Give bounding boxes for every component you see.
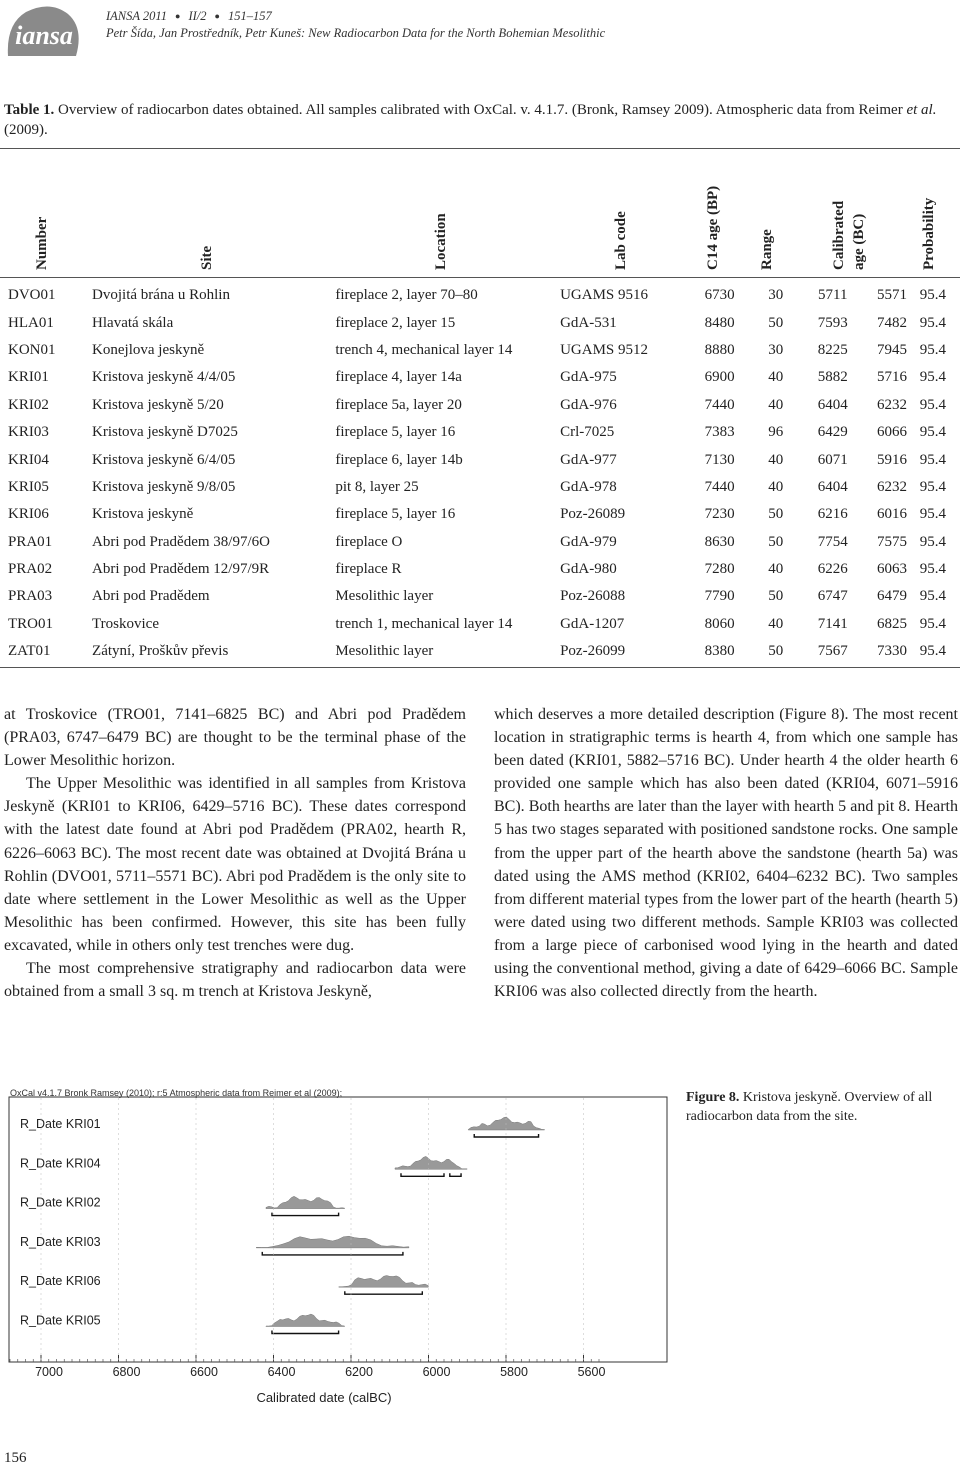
cell-location: fireplace 5a, layer 20	[335, 396, 462, 413]
oxcal-header: OxCal v4.1.7 Bronk Ramsey (2010); r:5 Atmospheric data from Reimer et al (2009);	[10, 1088, 343, 1098]
cell-lab-code: Poz-26099	[560, 643, 626, 660]
cell-calibrated-to: 6479	[877, 588, 908, 605]
x-tick-label: 6600	[190, 1365, 218, 1379]
cell-c14-age: 7280	[704, 561, 735, 578]
cell-site: Kristova jeskyně 6/4/05	[92, 451, 236, 468]
cell-number: PRA03	[8, 588, 53, 605]
cell-number: KRI02	[8, 396, 49, 413]
series-label: R_Date KRI03	[20, 1234, 101, 1249]
cell-range: 50	[768, 643, 784, 660]
cell-lab-code: Poz-26089	[560, 506, 626, 523]
range-95-bar	[345, 1291, 423, 1294]
probability-distribution	[256, 1236, 409, 1248]
cell-location: Mesolithic layer	[335, 643, 434, 660]
series-label: R_Date KRI06	[20, 1274, 101, 1289]
x-tick-label: 6400	[267, 1365, 296, 1379]
cell-calibrated-from: 6404	[817, 478, 848, 495]
oxcal-figure	[8, 1086, 668, 1408]
cell-calibrated-from: 7754	[817, 533, 848, 550]
cell-location: fireplace 2, layer 70–80	[335, 287, 478, 304]
cell-lab-code: UGAMS 9516	[560, 287, 649, 304]
cell-lab-code: Poz-26088	[560, 588, 626, 605]
cell-c14-age: 7440	[704, 478, 735, 495]
cell-range: 50	[768, 506, 784, 523]
x-axis-label: Calibrated date (calBC)	[256, 1390, 392, 1405]
right-column-text	[494, 703, 958, 1003]
cell-site: Dvojitá brána u Rohlin	[92, 287, 230, 304]
probability-distribution	[339, 1276, 429, 1288]
table-row	[0, 501, 960, 528]
probability-distribution	[266, 1314, 345, 1326]
cell-range: 30	[768, 341, 784, 358]
table-header-rule	[0, 277, 960, 278]
col-header-c14-age: C14 age (BP)	[705, 185, 721, 270]
range-95-bar	[401, 1173, 444, 1176]
page-number: 156	[4, 1450, 27, 1466]
logo-text: iansa	[15, 21, 73, 50]
cell-c14-age: 8630	[704, 533, 735, 550]
table-row	[0, 392, 960, 419]
cell-range: 50	[768, 314, 784, 331]
cell-range: 96	[768, 424, 784, 441]
x-tick-label: 5600	[577, 1365, 606, 1379]
table-row	[0, 446, 960, 473]
table-row	[0, 556, 960, 583]
cell-probability: 95.4	[919, 451, 946, 468]
col-header-lab-code: Lab code	[613, 211, 629, 270]
cell-number: PRA02	[8, 561, 53, 578]
cell-probability: 95.4	[919, 287, 946, 304]
cell-site: Kristova jeskyně	[92, 506, 194, 523]
cell-location: fireplace 2, layer 15	[335, 314, 456, 331]
probability-distribution	[468, 1117, 544, 1130]
range-95-bar	[262, 1252, 403, 1255]
cell-range: 40	[768, 561, 784, 578]
cell-range: 30	[768, 287, 784, 304]
x-tick-label: 6200	[345, 1365, 373, 1379]
cell-number: TRO01	[8, 615, 53, 632]
cell-site: Konejlova jeskyně	[92, 341, 205, 358]
cell-site: Abri pod Pradědem	[92, 588, 210, 605]
series-r-date-kri01	[20, 1117, 545, 1137]
cell-calibrated-to: 6063	[877, 561, 908, 578]
cell-site: Kristova jeskyně 4/4/05	[92, 369, 236, 386]
series-r-date-kri05	[20, 1314, 345, 1334]
cell-calibrated-to: 5916	[877, 451, 908, 468]
x-tick-label: 7000	[35, 1365, 63, 1379]
cell-location: trench 1, mechanical layer 14	[335, 615, 513, 632]
x-tick-label: 6000	[422, 1365, 451, 1379]
cell-calibrated-to: 5571	[877, 287, 908, 304]
table-row	[0, 529, 960, 556]
table-row	[0, 638, 960, 665]
cell-site: Zátyní, Proškův převis	[92, 643, 229, 660]
cell-location: fireplace 6, layer 14b	[335, 451, 463, 468]
figure-caption-text: Kristova jeskyně. Overview of all radiocarbon data from the site.	[686, 1090, 933, 1124]
probability-distribution	[395, 1156, 467, 1169]
cell-probability: 95.4	[919, 314, 946, 331]
table-bottom-rule	[0, 667, 960, 668]
cell-number: HLA01	[8, 314, 54, 331]
series-label: R_Date KRI04	[20, 1156, 101, 1171]
cell-range: 40	[768, 451, 784, 468]
cell-calibrated-from: 7567	[817, 643, 848, 660]
cell-number: KRI03	[8, 424, 49, 441]
cell-lab-code: Crl-7025	[560, 424, 615, 441]
cell-probability: 95.4	[919, 424, 946, 441]
cell-probability: 95.4	[919, 615, 946, 632]
table-caption	[4, 100, 954, 140]
bullet-icon: ●	[175, 11, 181, 21]
table-row	[0, 364, 960, 391]
cell-calibrated-from: 6404	[817, 396, 848, 413]
cell-c14-age: 8480	[704, 314, 735, 331]
cell-location: fireplace R	[335, 561, 402, 578]
cell-location: fireplace 5, layer 16	[335, 424, 456, 441]
figure-label: Figure 8.	[686, 1090, 740, 1105]
table-row	[0, 309, 960, 336]
cell-probability: 95.4	[919, 506, 946, 523]
cell-calibrated-to: 7482	[877, 314, 908, 331]
cell-c14-age: 7440	[704, 396, 735, 413]
cell-site: Abri pod Pradědem 38/97/6O	[92, 533, 270, 550]
cell-calibrated-to: 6232	[877, 396, 908, 413]
cell-calibrated-from: 7141	[817, 615, 848, 632]
cell-calibrated-to: 7575	[877, 533, 908, 550]
cell-c14-age: 8880	[704, 341, 735, 358]
caption-end: (2009).	[4, 122, 48, 138]
cell-number: KRI06	[8, 506, 49, 523]
cell-location: fireplace O	[335, 533, 403, 550]
cell-lab-code: GdA-975	[560, 369, 617, 386]
cell-lab-code: GdA-979	[560, 533, 617, 550]
cell-c14-age: 7130	[704, 451, 735, 468]
caption-italic: et al.	[906, 102, 937, 118]
paragraph: at Troskovice (TRO01, 7141–6825 BC) and Abri pod Pradědem (PRA03, 6747–6479 BC) are thought to be the terminal phase of the Lower Mesolithic horizon.	[4, 706, 466, 770]
cell-location: pit 8, layer 25	[335, 478, 419, 495]
authors-title: Petr Šída, Jan Prostředník, Petr Kuneš: New Radiocarbon Data for the North Bohemian Mesolithic	[106, 26, 606, 40]
cell-probability: 95.4	[919, 643, 946, 660]
cell-calibrated-to: 6232	[877, 478, 908, 495]
left-column-text	[4, 703, 466, 1003]
range-95-bar	[272, 1331, 339, 1334]
cell-range: 40	[768, 615, 784, 632]
journal-name: IANSA 2011	[106, 9, 167, 23]
cell-number: DVO01	[8, 287, 56, 304]
series-r-date-kri06	[20, 1274, 428, 1294]
col-header-range: Range	[759, 229, 775, 270]
col-header-location: Location	[433, 213, 449, 270]
cell-number: KRI05	[8, 478, 49, 495]
running-header	[106, 8, 605, 41]
cell-calibrated-to: 6825	[877, 615, 908, 632]
plot-frame	[9, 1097, 667, 1362]
cell-probability: 95.4	[919, 396, 946, 413]
cell-probability: 95.4	[919, 341, 946, 358]
cell-location: trench 4, mechanical layer 14	[335, 341, 513, 358]
series-r-date-kri04	[20, 1156, 467, 1176]
cell-range: 40	[768, 396, 784, 413]
cell-c14-age: 8060	[704, 615, 735, 632]
table-row	[0, 419, 960, 446]
cell-location: fireplace 5, layer 16	[335, 506, 456, 523]
cell-calibrated-from: 5882	[817, 369, 848, 386]
col-header-number: Number	[34, 216, 50, 270]
x-tick-label: 6800	[112, 1365, 141, 1379]
cell-site: Troskovice	[92, 615, 159, 632]
paragraph: The most comprehensive stratigraphy and radiocarbon data were obtained from a small 3 sq. m trench at Kristova Jeskyně,	[4, 960, 466, 1001]
cell-calibrated-from: 6429	[817, 424, 848, 441]
cell-site: Kristova jeskyně 5/20	[92, 396, 224, 413]
series-label: R_Date KRI01	[20, 1117, 101, 1131]
table-row	[0, 611, 960, 638]
figure-caption	[686, 1088, 956, 1126]
cell-calibrated-from: 6747	[817, 588, 848, 605]
cell-calibrated-from: 5711	[818, 287, 848, 304]
cell-calibrated-to: 6016	[877, 506, 908, 523]
cell-site: Hlavatá skála	[92, 314, 174, 331]
cell-location: fireplace 4, layer 14a	[335, 369, 462, 386]
iansa-logo	[4, 4, 84, 58]
series-r-date-kri03	[20, 1235, 409, 1255]
cell-site: Kristova jeskyně D7025	[92, 424, 238, 441]
cell-location: Mesolithic layer	[335, 588, 434, 605]
range-95-bar	[450, 1173, 461, 1176]
col-header-probability: Probability	[921, 197, 937, 270]
series-label: R_Date KRI05	[20, 1313, 101, 1328]
col-header-calibrated-line2: age (BC)	[851, 213, 867, 270]
caption-text: Overview of radiocarbon dates obtained. All samples calibrated with OxCal. v. 4.1.7. (Bronk, Ramsey 2009). Atmospheric data from Reimer	[54, 102, 907, 118]
range-95-bar	[272, 1213, 339, 1216]
cell-number: KRI04	[8, 451, 49, 468]
table-row	[0, 474, 960, 501]
cell-calibrated-from: 6226	[817, 561, 848, 578]
cell-probability: 95.4	[919, 369, 946, 386]
table-top-rule	[0, 148, 960, 149]
journal-pages: 151–157	[227, 9, 272, 23]
cell-calibrated-to: 7945	[877, 341, 908, 358]
cell-number: ZAT01	[8, 643, 51, 660]
cell-c14-age: 8380	[704, 643, 735, 660]
bullet-icon: ●	[214, 11, 220, 21]
cell-number: KON01	[8, 341, 56, 358]
cell-lab-code: UGAMS 9512	[560, 341, 649, 358]
cell-lab-code: GdA-980	[560, 561, 617, 578]
cell-c14-age: 7230	[704, 506, 735, 523]
radiocarbon-table	[0, 282, 960, 665]
col-header-site: Site	[199, 245, 215, 270]
cell-c14-age: 7790	[704, 588, 735, 605]
journal-issue: II/2	[188, 9, 207, 23]
col-header-calibrated-line1: Calibrated	[831, 200, 847, 270]
cell-range: 50	[768, 533, 784, 550]
table-row	[0, 337, 960, 364]
cell-calibrated-to: 5716	[877, 369, 908, 386]
cell-calibrated-to: 7330	[877, 643, 908, 660]
paragraph: which deserves a more detailed description (Figure 8). The most recent location in stratigraphic terms is hearth 4, from which one sample has been dated (KRI01, 5882–5716 BC). Under hearth 4 the older hearth 6 provided one sample which has also been dated (KRI04, 6071–5916 BC). Both hearths are later than the layer with hearth 5 and pit 8. Hearth 5 has two stages separated with positioned sandstone rocks. One sample from the upper part of the hearth above the sandstone (hearth 5a) was dated using the AMS method (KRI02, 6404–6232 BC). Two samples from different material types from the lower part of the hearth (hearth 5) were dated using two different methods. Sample KRI03 was collected from a large piece of carbonised wood lying in the hearth and dated using the conventional method, giving a date of 6429–6066 BC. Sample KRI06 was also collected directly from the hearth.	[494, 706, 958, 1001]
series-r-date-kri02	[20, 1196, 345, 1216]
range-95-bar	[474, 1134, 538, 1137]
table-row	[0, 282, 960, 309]
cell-range: 40	[768, 478, 784, 495]
cell-site: Abri pod Pradědem 12/97/9R	[92, 561, 270, 578]
probability-distribution	[266, 1196, 345, 1208]
table-row	[0, 583, 960, 610]
cell-probability: 95.4	[919, 561, 946, 578]
cell-lab-code: GdA-978	[560, 478, 617, 495]
cell-site: Kristova jeskyně 9/8/05	[92, 478, 236, 495]
table-label: Table 1.	[4, 102, 55, 118]
cell-calibrated-to: 6066	[877, 424, 908, 441]
cell-lab-code: GdA-1207	[560, 615, 625, 632]
cell-number: KRI01	[8, 369, 49, 386]
cell-c14-age: 6900	[704, 369, 735, 386]
cell-lab-code: GdA-531	[560, 314, 617, 331]
cell-lab-code: GdA-977	[560, 451, 617, 468]
cell-probability: 95.4	[919, 478, 946, 495]
cell-range: 40	[768, 369, 784, 386]
cell-calibrated-from: 6216	[817, 506, 848, 523]
cell-calibrated-from: 8225	[817, 341, 848, 358]
cell-lab-code: GdA-976	[560, 396, 617, 413]
cell-probability: 95.4	[919, 588, 946, 605]
cell-c14-age: 7383	[704, 424, 735, 441]
cell-calibrated-from: 6071	[817, 451, 848, 468]
cell-calibrated-from: 7593	[817, 314, 848, 331]
paragraph: The Upper Mesolithic was identified in all samples from Kristova Jeskyně (KRI01 to KRI06, 6429–5716 BC). These dates correspond with the latest date found at Abri pod Pradědem (PRA02, hearth R, 6226–6063 BC). The most recent date was obtained at Dvojitá Brána u Rohlin (DVO01, 5711–5571 BC). Abri pod Pradědem is the only site to date where settlement in the Lower Mesolithic as well as the Upper Mesolithic has been confirmed. However, this site has been fully excavated, while in others only test trenches were dug.	[4, 775, 466, 954]
cell-c14-age: 6730	[704, 287, 735, 304]
cell-number: PRA01	[8, 533, 53, 550]
x-tick-label: 5800	[500, 1365, 528, 1379]
series-label: R_Date KRI02	[20, 1195, 101, 1210]
cell-probability: 95.4	[919, 533, 946, 550]
cell-range: 50	[768, 588, 784, 605]
